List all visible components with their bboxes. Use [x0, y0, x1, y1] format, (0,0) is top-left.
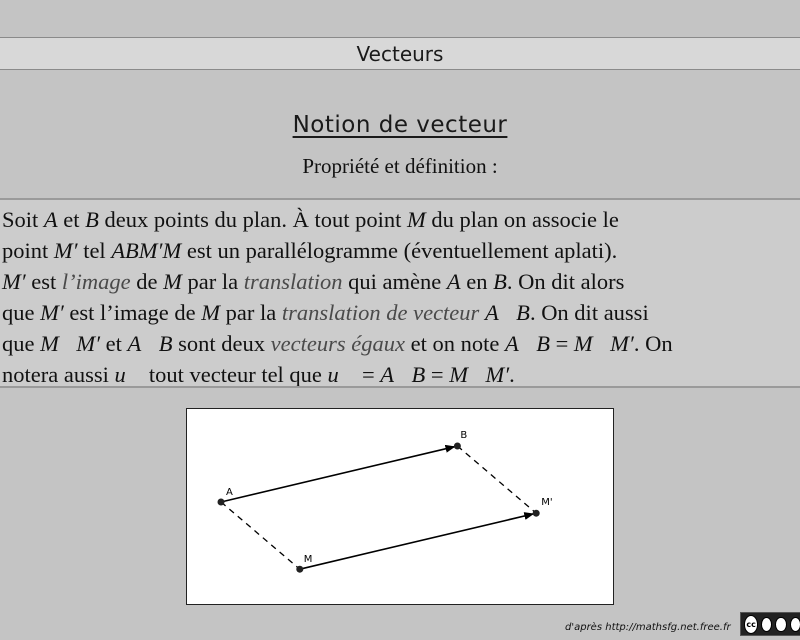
- text: en: [460, 269, 494, 294]
- term-vecteurs-egaux: vecteurs égaux: [270, 331, 405, 356]
- definition-line-3: [2, 266, 800, 297]
- equals-sign: =: [425, 362, 450, 387]
- math-A: A: [43, 207, 58, 232]
- parallelogram-svg: [187, 409, 615, 606]
- section-subtitle: Propriété et définition :: [302, 154, 498, 178]
- math-vector-AB: A⃗B: [127, 331, 173, 356]
- dashed-segment-BMprime: [457, 446, 536, 513]
- math-vector-u: u⃗: [114, 362, 144, 387]
- text: . On: [633, 331, 673, 356]
- text: du plan on associe le: [425, 207, 619, 232]
- math-vector-MMprime: M⃗M′: [449, 362, 510, 387]
- footer-credit: d'après http://mathsfg.net.free.fr: [565, 622, 731, 633]
- point-A: [218, 499, 225, 506]
- text: Soit: [2, 207, 44, 232]
- definition-line-1: [2, 204, 800, 235]
- term-image: l’image: [61, 269, 131, 294]
- math-B: B: [493, 269, 507, 294]
- text: tel: [77, 238, 112, 263]
- math-M: M: [201, 300, 220, 325]
- text: et: [57, 207, 86, 232]
- label-A: A: [226, 487, 233, 498]
- cc-logo-icon: cc: [744, 615, 758, 634]
- text: deux points du plan. À tout point: [98, 207, 408, 232]
- label-Mprime: M': [541, 497, 553, 509]
- vector-MMprime-arrow: [300, 514, 533, 569]
- point-B: [454, 443, 461, 450]
- text: est un parallélogramme (éventuellement aplati).: [181, 238, 618, 263]
- math-M: M: [407, 207, 426, 232]
- text: . On dit alors: [506, 269, 625, 294]
- term-translation: translation: [243, 269, 343, 294]
- definition-line-6: [2, 359, 800, 388]
- text: . On dit aussi: [529, 300, 649, 325]
- text: par la: [181, 269, 244, 294]
- definition-line-5: [2, 328, 800, 359]
- math-Mprime: M′: [2, 269, 26, 294]
- text: que: [2, 331, 41, 356]
- point-M: [296, 566, 303, 573]
- text: qui amène: [342, 269, 447, 294]
- math-vector-MMprime: M⃗M′: [573, 331, 634, 356]
- math-B: B: [85, 207, 99, 232]
- math-vector-MMprime: M⃗M′: [40, 331, 101, 356]
- math-Mprime: M′: [40, 300, 64, 325]
- definition-line-4: [2, 297, 800, 328]
- equals-sign: =: [549, 331, 574, 356]
- equals-sign: =: [356, 362, 381, 387]
- section-title: Notion de vecteur: [292, 112, 508, 138]
- header-title: Vecteurs: [356, 41, 444, 66]
- text: et: [100, 331, 128, 356]
- text: et on note: [404, 331, 505, 356]
- text: notera aussi: [2, 362, 115, 387]
- text: est l’image de: [63, 300, 202, 325]
- label-B: B: [460, 430, 468, 441]
- point-Mprime: [533, 510, 540, 517]
- cc-license-badge[interactable]: [740, 612, 800, 636]
- definition-line-2: [2, 235, 800, 266]
- text: de: [130, 269, 164, 294]
- text: sont deux: [172, 331, 271, 356]
- text: que: [2, 300, 41, 325]
- math-A: A: [446, 269, 461, 294]
- text: par la: [220, 300, 282, 325]
- math-Mprime: M′: [53, 238, 78, 263]
- by-icon: [761, 617, 772, 632]
- vector-AB-arrow: [221, 447, 454, 502]
- math-vector-u: u⃗: [327, 362, 357, 387]
- math-ABMprimeM: ABM′M: [111, 238, 182, 263]
- parallelogram-figure: [186, 408, 614, 605]
- label-M: M: [303, 554, 313, 566]
- text: point: [2, 238, 54, 263]
- text: tout vecteur tel que: [143, 362, 328, 387]
- term-translation-vecteur: translation de vecteur: [281, 300, 480, 325]
- math-vector-AB: A⃗B: [504, 331, 550, 356]
- nc-icon: [775, 617, 786, 632]
- math-vector-AB: A⃗B: [484, 300, 530, 325]
- math-M: M: [163, 269, 182, 294]
- sa-icon: [790, 617, 800, 632]
- text: est: [25, 269, 62, 294]
- dashed-segment-AM: [221, 502, 300, 569]
- header-bar: [0, 37, 800, 70]
- definition-box: [0, 198, 800, 388]
- math-vector-AB: A⃗B: [380, 362, 426, 387]
- text: .: [509, 362, 515, 387]
